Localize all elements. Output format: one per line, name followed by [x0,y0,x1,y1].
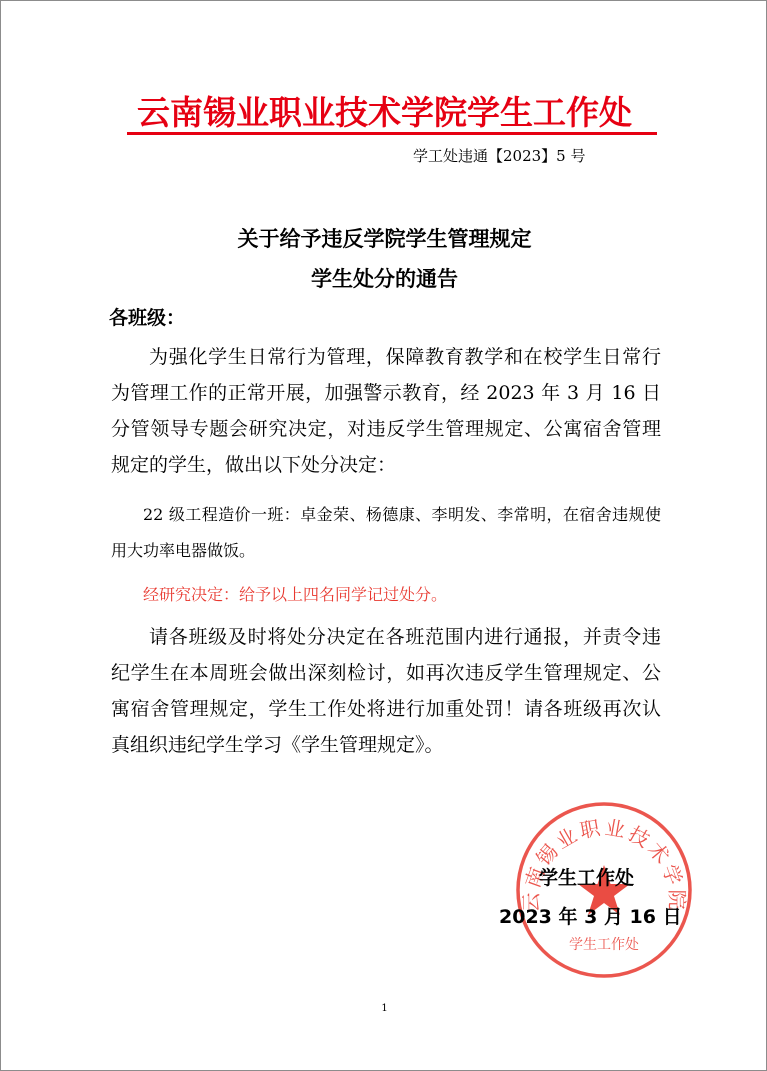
signature-date: 2023 年 3 月 16 日 [499,906,682,928]
paragraph-decision: 经研究决定：给予以上四名同学记过处分。 [143,585,448,604]
salutation: 各班级： [109,307,186,329]
document-number: 学工处违通【2023】5 号 [413,147,586,165]
notice-title-line2: 学生处分的通告 [311,267,458,291]
page-number: 1 [381,1003,388,1014]
paragraph-students: 22 级工程造价一班：卓金荣、杨德康、李明发、李常明，在宿舍违规使用大功率电器做饭。 [111,505,661,560]
notice-title-line1: 关于给予违反学院学生管理规定 [237,227,532,251]
signature-name: 学生工作处 [539,867,635,889]
paragraph-instructions: 请各班级及时将处分决定在各班范围内进行通报，并责令违纪学生在本周班会做出深刻检讨，如再次违反学生管理规定、公寓宿舍管理规定，学生工作处将进行加重处罚！请各班级再次认真组织违纪学生学习《学生管理规定》。 [111,626,661,756]
organization-title: 云南锡业职业技术学院学生工作处 [137,93,632,132]
paragraph-background: 为强化学生日常行为管理，保障教育教学和在校学生日常行为管理工作的正常开展，加强警示教育，经 2023 年 3 月 16 日分管领导专题会研究决定，对违反学生管理规定、公寓宿舍管理规定的学生，做出以下处分决定： [111,346,661,476]
official-seal [513,799,695,981]
seal-arc-text: 云南锡业职业技术学院 [518,815,690,913]
seal-inner-text: 学生工作处 [569,937,639,953]
red-header-rule [127,132,657,135]
